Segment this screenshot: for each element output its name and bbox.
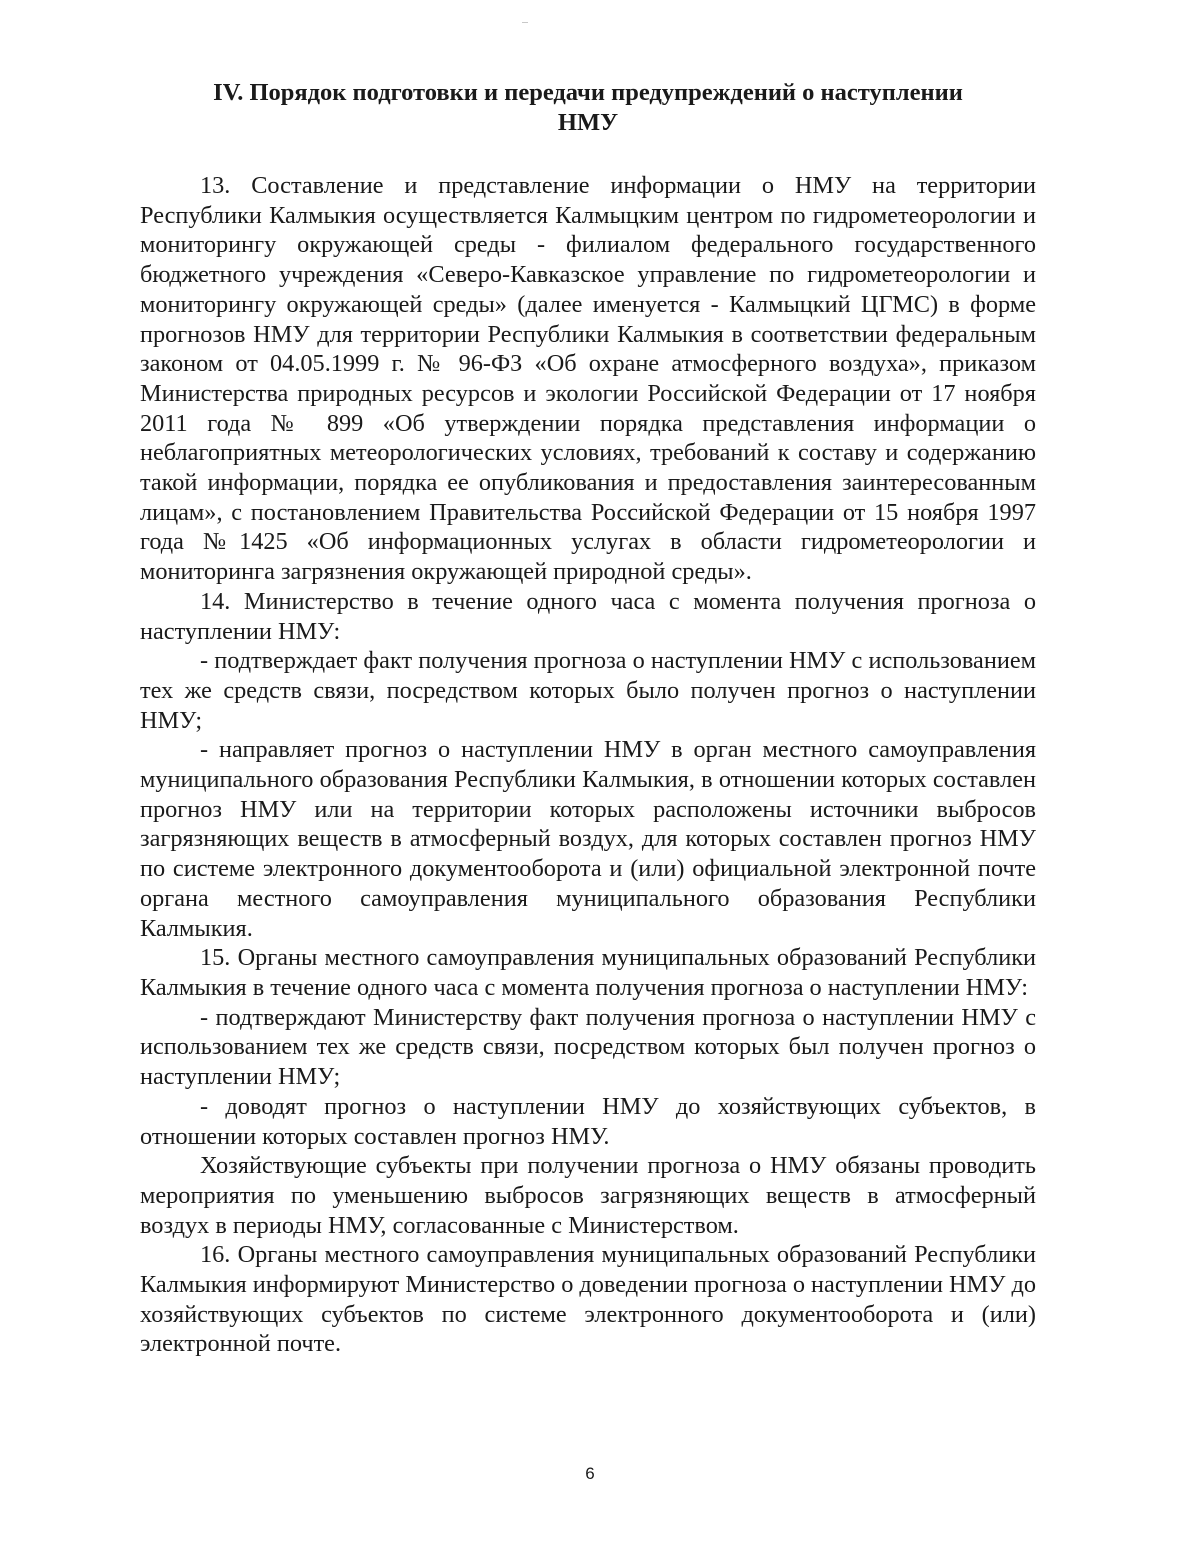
paragraph-15-item-1: - подтверждают Министерству факт получения прогноза о наступлении НМУ с использованием тех же средств связи, посредством которых был получен прогноз о наступлении НМУ;	[140, 1003, 1036, 1091]
paragraph-15: 15. Органы местного самоуправления муниципальных образований Республики Калмыкия в течение одного часа с момента получения прогноза о наступлении НМУ:	[140, 944, 1036, 1001]
scan-speck	[522, 22, 528, 23]
page-number: 6	[585, 1464, 595, 1483]
section-heading-line-2: НМУ	[557, 109, 619, 136]
section-heading	[140, 78, 1036, 138]
section-heading-line-1: IV. Порядок подготовки и передачи предупреждений о наступлении	[213, 79, 963, 106]
paragraph-15-item-2: - доводят прогноз о наступлении НМУ до хозяйствующих субъектов, в отношении которых составлен прогноз НМУ.	[140, 1092, 1036, 1150]
paragraph-economic-entities: Хозяйствующие субъекты при получении прогноза о НМУ обязаны проводить мероприятия по уменьшению выбросов загрязняющих веществ в атмосферный воздух в периоды НМУ, согласованные с Министерством.	[140, 1152, 1036, 1239]
document-body	[140, 171, 1036, 1359]
paragraph-14: 14. Министерство в течение одного часа с момента получения прогноза о наступлении НМУ:	[140, 587, 1036, 645]
paragraph-16: 16. Органы местного самоуправления муниципальных образований Республики Калмыкия информируют Министерство о доведении прогноза о наступлении НМУ до хозяйствующих субъектов по системе электронного документооборота и (или) электронной почте.	[140, 1241, 1036, 1358]
paragraph-14-item-2: - направляет прогноз о наступлении НМУ в орган местного самоуправления муниципального образования Республики Калмыкия, в отношении которых составлен прогноз НМУ или на территории которых расположены источники выбросов загрязняющих веществ в атмосферный воздух, для которых составлен прогноз НМУ по системе электронного документооборота и (или) официальной электронной почте органа местного самоуправления муниципального образования Республики Калмыкия.	[140, 736, 1036, 942]
paragraph-13: 13. Составление и представление информации о НМУ на территории Республики Калмыкия осуществляется Калмыцким центром по гидрометеорологии и мониторингу окружающей среды - филиалом федерального государственного бюджетного учреждения «Северо-Кавказское управление по гидрометеорологии и мониторингу окружающей среды» (далее именуется - Калмыцкий ЦГМС) в форме прогнозов НМУ для территории Республики Калмыкия в соответствии федеральным законом от 04.05.1999 г. № 96-ФЗ «Об охране атмосферного воздуха», приказом Министерства природных ресурсов и экологии Российской Федерации от 17 ноября 2011 года № 899 «Об утверждении порядка представления информации о неблагоприятных метеорологических условиях, требований к составу и содержанию такой информации, порядка ее опубликования и предоставления заинтересованным лицам», с постановлением Правительства Российской Федерации от 15 ноября 1997 года №1425 «Об информационных услугах в области гидрометеорологии и мониторинга загрязнения окружающей природной среды».	[140, 172, 1036, 586]
paragraph-14-item-1: - подтверждает факт получения прогноза о наступлении НМУ с использованием тех же средств связи, посредством которых было получен прогноз о наступлении НМУ;	[140, 647, 1036, 734]
